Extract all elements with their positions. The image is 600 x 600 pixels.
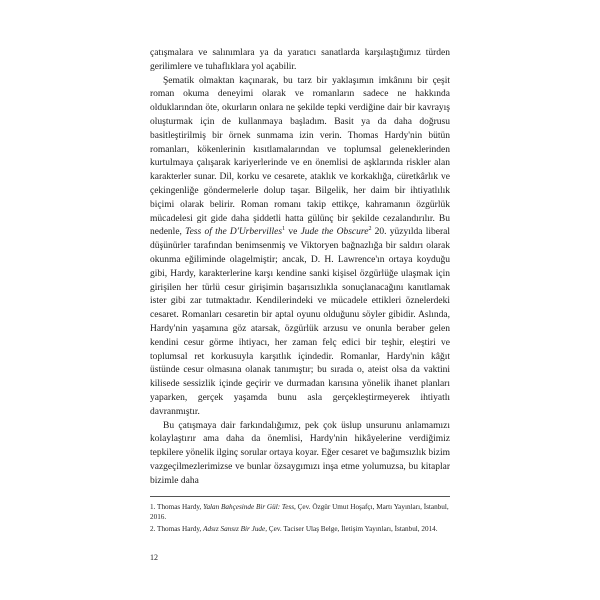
- footnote-2-title: Adsız Sansız Bir Jude: [203, 525, 266, 534]
- paragraph-3: Bu çatışmaya dair farkındalığımız, pek çok üslup unsurunu anlamamızı kolaylaştırır ama daha da önemlisi, Hardy'nin hikâyelerine verdiğimiz tepkilere yönelik ilginç sorular ortaya koyar. Eğer cesaret ve bağımsızlık bizim vazgeçilmezlerimizse ve bunlar özsaygımızı inşa etme yolumuzsa, bu kitaplar bizimle daha: [150, 420, 450, 486]
- title-jude: Jude the Obscure: [300, 227, 369, 238]
- page-number: 12: [150, 553, 158, 562]
- footnote-2: [150, 524, 450, 534]
- footnote-2-prefix: 2. Thomas Hardy,: [150, 525, 204, 534]
- paragraph-2-rest: 20. yüzyılda liberal düşünürler tarafından benimsenmiş ve Viktoryen bağnazlığa bir saldırı olarak okunma eğiliminde olagelmiştir; ancak, D. H. Lawrence'ın ortaya koyduğu gibi, Hardy, karakterlerine karşı kendine sanki kişisel özgürlüğe ulaşmak için girişilen her türlü cesur girişimin başarısızlıkla sonuçlanacağını kanıtlamak ister gibi zar tutmaktadır. Kendilerindeki ve mücadele ettikleri öznelerdeki cesaret. Romanları cesaretin bir aptal oyunu olduğunu söyler gibidir. Aslında, Hardy'nin yaşamına göz atarsak, özgürlük arzusu ve onunla beraber gelen kendini cesur görme ihtiyacı, her zaman felç edici bir teşhir, eleştiri ve toplumsal ret korkusuyla karşıtlık içindedir. Romanlar, Hardy'nin kâğıt üstünde cesur olmasına olanak tanımıştır; bu sırada o, ateist olsa da vaktini kilisede sessizlik içinde geçirir ve durmadan karısına yönelik ihanet planları yaparken, gerçek yaşamda bunu asla gerçekleştirmeyerek ihtiyatlı davranmıştır.: [150, 227, 451, 417]
- paragraph-2: [150, 75, 450, 420]
- footnote-1: [150, 502, 450, 523]
- title-tess: Tess of the D'Urbervilles: [185, 227, 283, 238]
- footnote-1-suffix: , Çev. Özgür Umut Hoşafçı, Martı Yayınları, İstanbul, 2016.: [150, 502, 449, 521]
- footnote-ref-2: 2: [368, 226, 372, 233]
- footnotes: [150, 502, 450, 535]
- body-text: [150, 47, 450, 489]
- footnote-ref-1: 1: [282, 226, 286, 233]
- footnote-2-suffix: , Çev. Taciser Ulaş Belge, İletişim Yayınları, İstanbul, 2014.: [265, 525, 438, 534]
- footnote-1-title: Yalan Bahçesinde Bir Gül: Tess: [203, 502, 295, 511]
- footnote-1-prefix: 1. Thomas Hardy,: [150, 502, 204, 511]
- paragraph-1: çatışmalara ve salınımlara ya da yaratıcı sanatlarda karşılaştığımız türden gerilimlere ve tuhaflıklara yol açabilir.: [150, 48, 450, 72]
- book-page: [150, 47, 450, 536]
- paragraph-2-connector: ve: [285, 227, 301, 238]
- footnote-divider: [150, 496, 450, 497]
- paragraph-2-text: Şematik olmaktan kaçınarak, bu tarz bir yaklaşımın imkânını bir çeşit roman okuma deneyimi olarak ve romanların sadece ne hakkında olduklarından öte, okurların onlara ne şekilde tepki verdiğine dair bir kavrayış oluşturmak için de kullanmaya başladım. Basit ya da daha doğrusu basitleştirilmiş bir örnek sunmama izin verin. Thomas Hardy'nin bütün romanları, kökenlerinin kısıtlamalarından ve toplumsal geleneklerinden kurtulmaya çalışarak kariyerlerinde ve en önemlisi de aşklarında riskler alan karakterler sunar. Dil, korku ve cesarete, ataklık ve korkaklığa, cüretkârlık ve çekingenliğe göndermelerle dolup taşar. Bilgelik, her daim bir ihtiyatlılık biçimi olarak belirir. Roman romanı takip ettikçe, kahramanın özgürlük mücadelesi git gide daha şiddetli hatta gülünç bir şekilde cezalandırılır. Bu nedenle,: [150, 75, 450, 238]
